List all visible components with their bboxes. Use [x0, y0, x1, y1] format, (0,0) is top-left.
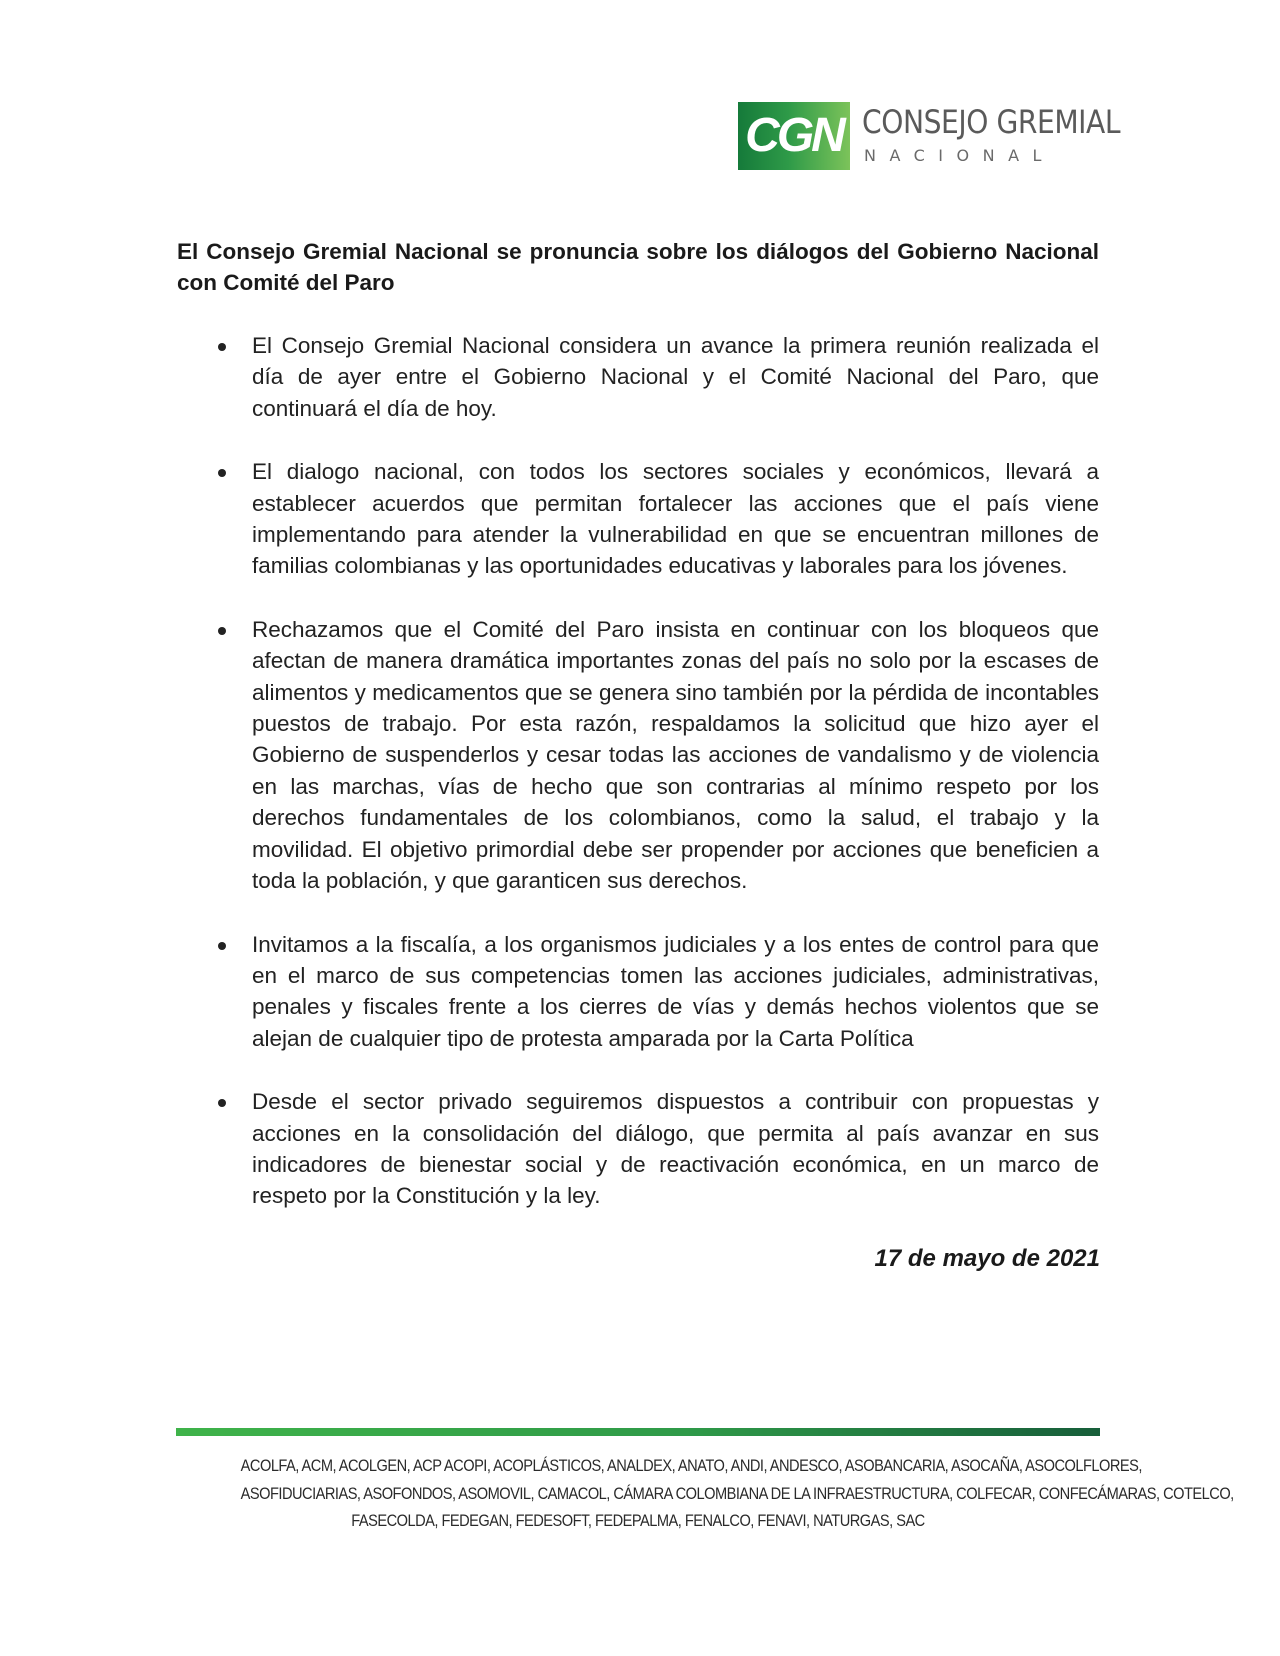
- bullet-icon: [218, 627, 226, 635]
- logo-org-name: CONSEJO GREMIAL: [862, 103, 1121, 141]
- statement-text: Rechazamos que el Comité del Paro insista en continuar con los bloqueos que afectan de manera dramática importantes zonas del país no solo por la escases de alimentos y medicamentos que se genera sino también por la pérdida de incontables puestos de trabajo. Por esta razón, respaldamos la solicitud que hizo ayer el Gobierno de suspenderlos y cesar todas las acciones de vandalismo y de violencia en las marchas, vías de hecho que son contrarias al mínimo respeto por los derechos fundamentales de los colombianos, como la salud, el trabajo y la movilidad. El objetivo primordial debe ser propender por acciones que beneficien a toda la población, y que garanticen sus derechos.: [252, 616, 1099, 894]
- members-line: ACOLFA, ACM, ACOLGEN, ACP ACOPI, ACOPLÁSTICOS, ANALDEX, ANATO, ANDI, ANDESCO, ASOBANCARIA, ASOCAÑA, ASOCOLFLORES,: [240, 1456, 1142, 1475]
- member-organizations: [240, 1452, 1234, 1535]
- statement-item: [177, 614, 1099, 897]
- document-title: El Consejo Gremial Nacional se pronuncia sobre los diálogos del Gobierno Nacional con Comité del Paro: [177, 239, 1099, 295]
- statement-text: El dialogo nacional, con todos los sectores sociales y económicos, llevará a establecer acuerdos que permitan fortalecer las acciones que el país viene implementando para atender la vulnerabilidad en que se encuentran millones de familias colombianas y las oportunidades educativas y laborales para los jóvenes.: [252, 459, 1099, 579]
- statement-item: [177, 456, 1099, 582]
- bullet-icon: [218, 469, 226, 477]
- bullet-icon: [218, 1099, 226, 1107]
- statement-item: [177, 330, 1099, 424]
- statement-item: [177, 929, 1099, 1055]
- statement-text: El Consejo Gremial Nacional considera un avance la primera reunión realizada el día de ayer entre el Gobierno Nacional y el Comité Nacional del Paro, que continuará el día de hoy.: [252, 333, 1099, 421]
- statement-text: Invitamos a la fiscalía, a los organismos judiciales y a los entes de control para que en el marco de sus competencias tomen las acciones judiciales, administrativas, penales y fiscales frente a los cierres de vías y demás hechos violentos que se alejan de cualquier tipo de protesta amparada por la Carta Política: [252, 931, 1099, 1051]
- members-line: FASECOLDA, FEDEGAN, FEDESOFT, FEDEPALMA, FENALCO, FENAVI, NATURGAS, SAC: [351, 1511, 925, 1530]
- members-line: ASOFIDUCIARIAS, ASOFONDOS, ASOMOVIL, CAMACOL, CÁMARA COLOMBIANA DE LA INFRAESTRUCTURA, COLFECAR, CONFECÁMARAS, COTELCO,: [240, 1483, 1234, 1503]
- bullet-icon: [218, 343, 226, 351]
- logo-org-sub: NACIONAL: [864, 146, 1055, 165]
- cgn-logo: [738, 102, 1121, 170]
- footer-divider: [176, 1428, 1100, 1436]
- statement-text: Desde el sector privado seguiremos dispuestos a contribuir con propuestas y acciones en la consolidación del diálogo, que permita al país avanzar en sus indicadores de bienestar social y de reactivación económica, en un marco de respeto por la Constitución y la ley.: [252, 1089, 1099, 1209]
- document-date: 17 de mayo de 2021: [874, 1245, 1100, 1272]
- logo-mark: CGN: [738, 102, 850, 170]
- bullet-icon: [218, 942, 226, 950]
- statement-item: [177, 1086, 1099, 1212]
- statement-list: [177, 330, 1099, 1244]
